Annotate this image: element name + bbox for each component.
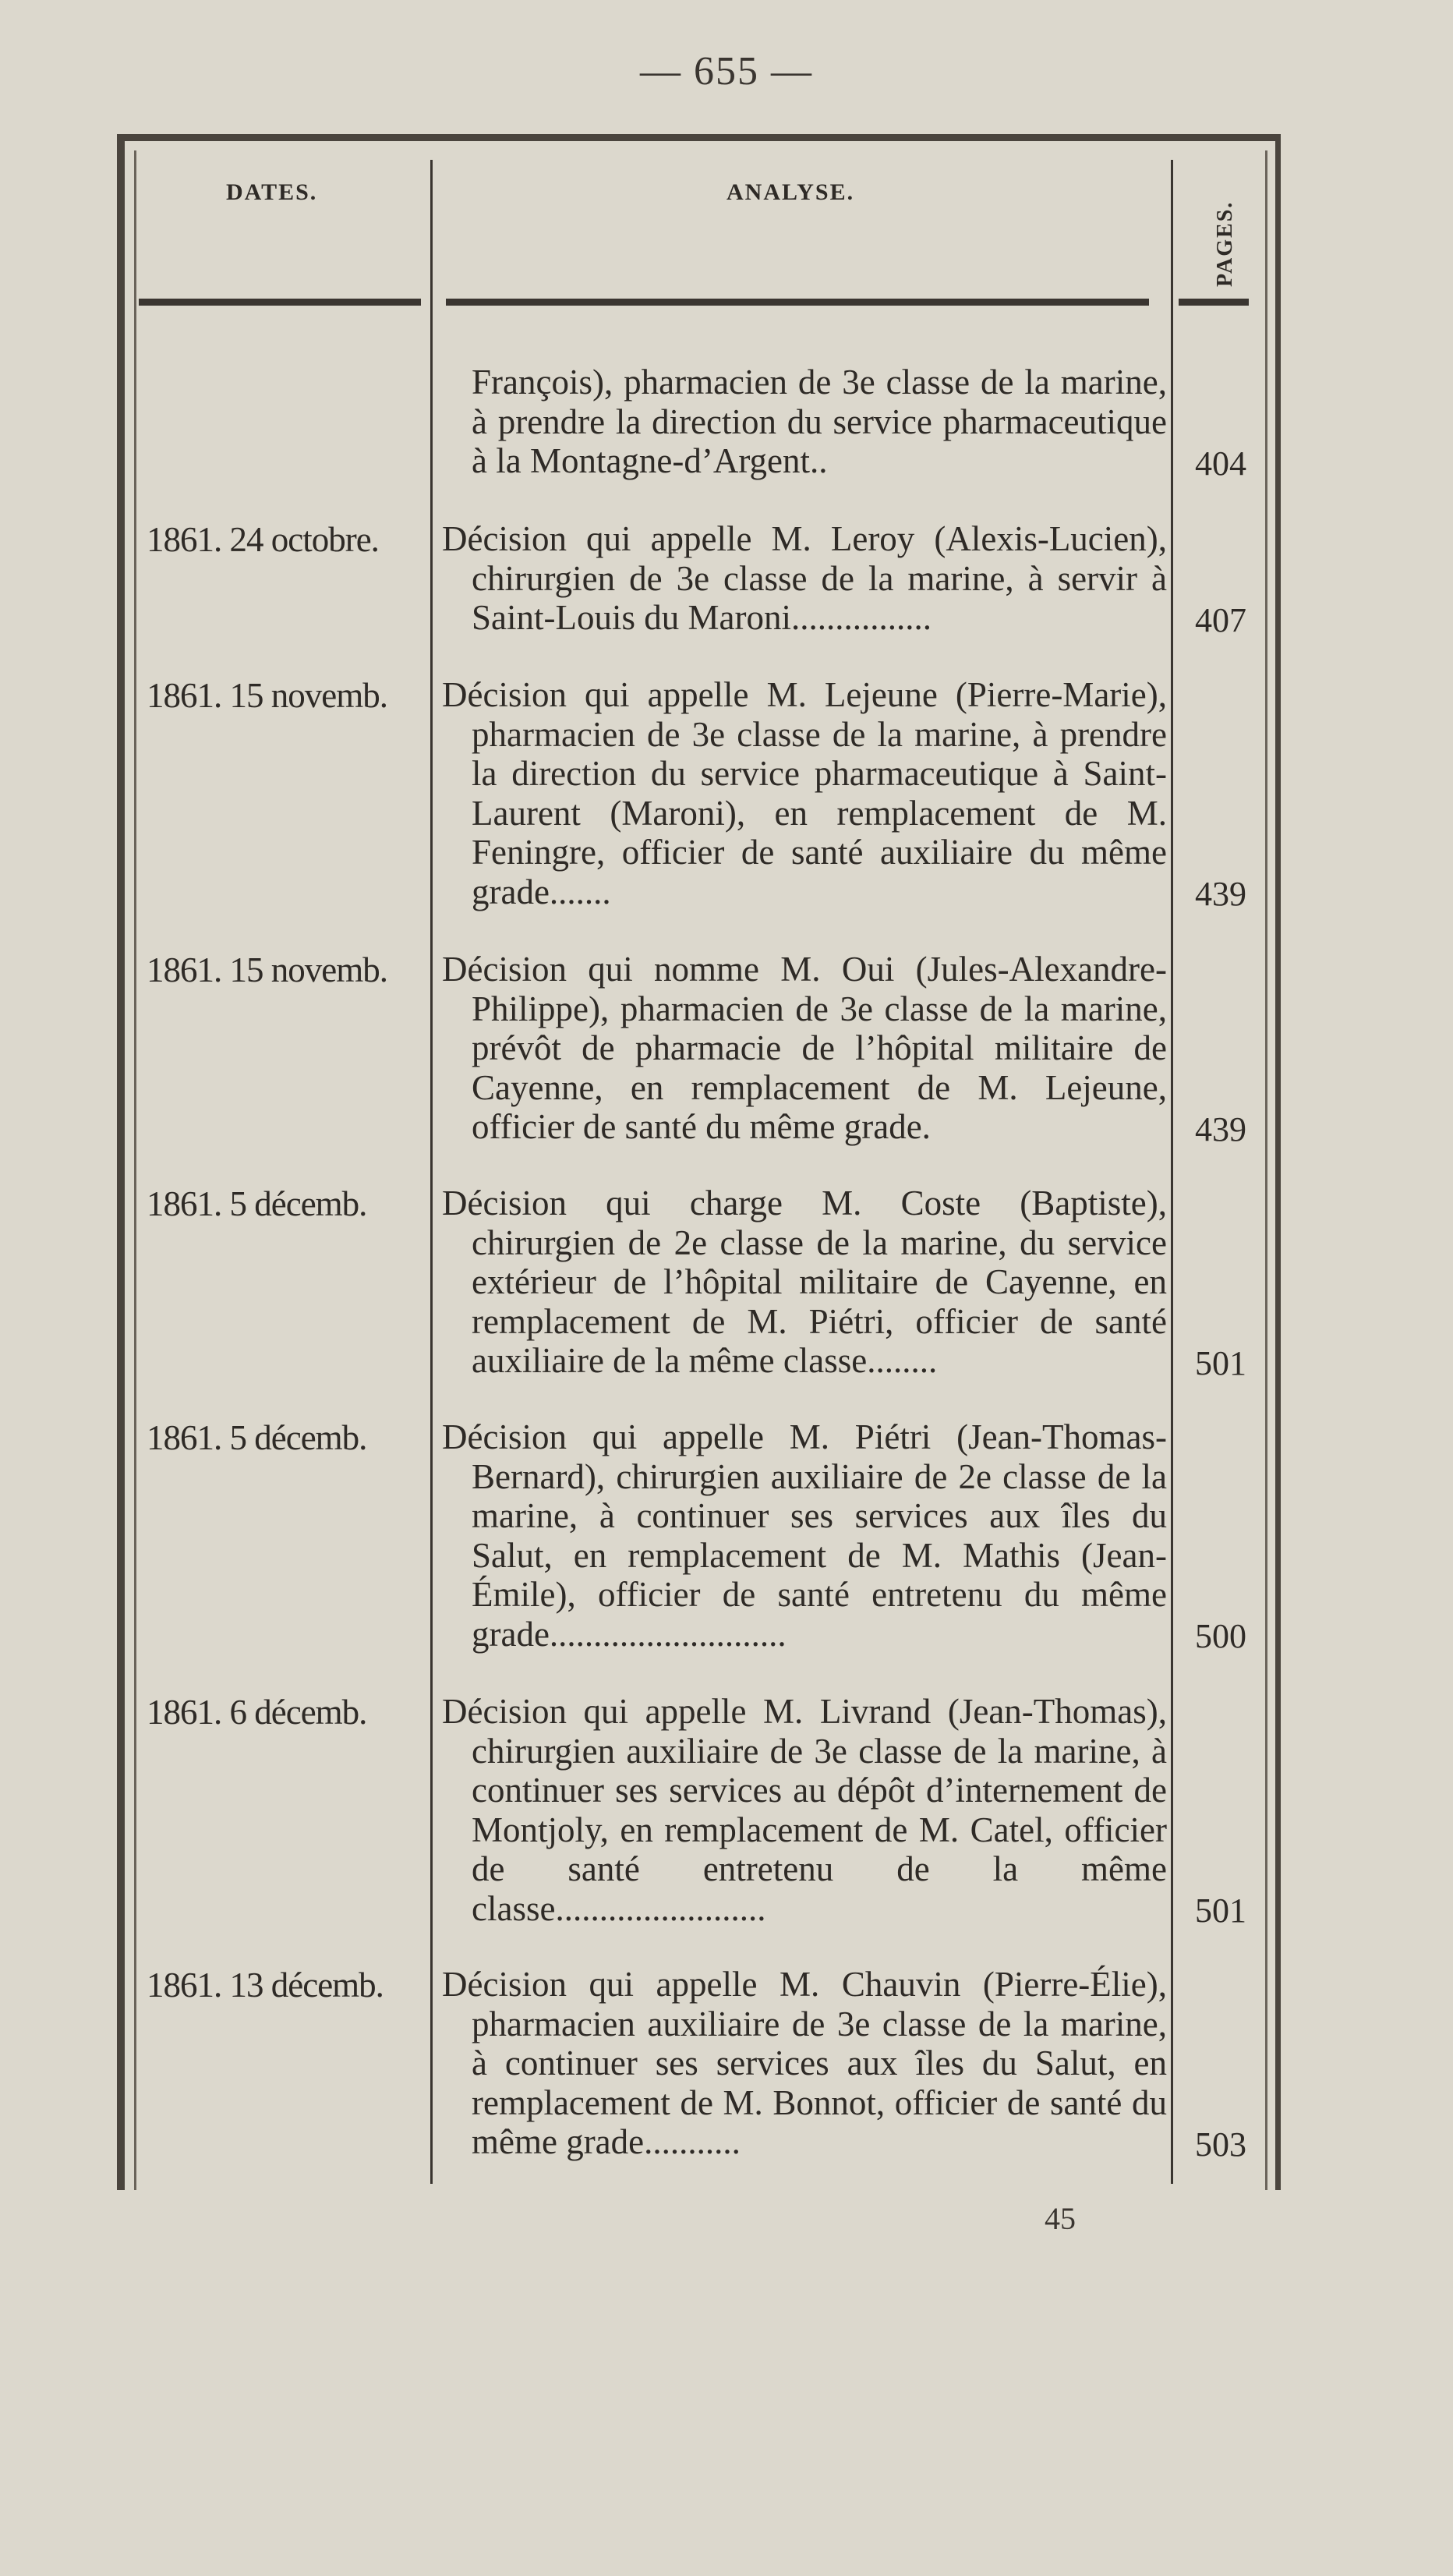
entry-analysis: Décision qui charge M. Coste (Baptiste), chirurgien de 2e classe de la marine, du service extérieur de l’hôpital militaire de Cayenne, en remplacement de M. Piétri, officier de santé auxiliaire de la même classe........ [442, 1184, 1167, 1380]
entry-analysis: Décision qui appelle M. Chauvin (Pierre-Élie), pharmacien auxiliaire de 3e classe de la marine, à continuer ses services aux îles du Salut, en remplacement de M. Bonnot, officier de santé du même grade........... [442, 1965, 1167, 2161]
entry-page: 404 [1195, 444, 1246, 483]
entry-analysis: Décision qui appelle M. Piétri (Jean-Thomas-Bernard), chirurgien auxiliaire de 2e classe de la marine, à continuer ses services aux îles du Salut, en remplacement de M. Mathis (Jean-Émile), officier de santé entretenu du même grade........................... [442, 1417, 1167, 1654]
entry-date: 1861. 5 décemb. [147, 1184, 367, 1223]
footer-signature: 45 [1045, 2201, 1076, 2236]
entry-page: 439 [1195, 875, 1246, 913]
entry-analysis: Décision qui nomme M. Oui (Jules-Alexandre-Philippe), pharmacien de 3e classe de la marine, prévôt de pharmacie de l’hôpital militaire de Cayenne, en remplacement de M. Lejeune, officier de santé du même grade. [442, 950, 1167, 1146]
entry-page: 500 [1195, 1617, 1246, 1655]
header-rule-dates [139, 299, 421, 306]
entry-analysis: Décision qui appelle M. Lejeune (Pierre-Marie), pharmacien de 3e classe de la marine, à prendre la direction du service pharmaceutique à Saint-Laurent (Maroni), en remplacement de M. Feningre, officier de santé auxiliaire du même grade....... [442, 675, 1167, 911]
entry-analysis: Décision qui appelle M. Livrand (Jean-Thomas), chirurgien auxiliaire de 3e classe de la marine, à continuer ses services au dépôt d’internement de Montjoly, en remplacement de M. Catel, officier de santé entretenu de la même classe........................ [442, 1692, 1167, 1928]
entry-date: 1861. 15 novemb. [147, 950, 387, 989]
header-analysis: ANALYSE. [726, 179, 855, 205]
entry-date: 1861. 5 décemb. [147, 1418, 367, 1457]
entry-page: 439 [1195, 1110, 1246, 1148]
entry-date: 1861. 13 décemb. [147, 1966, 384, 2005]
header-rule-analysis [446, 299, 1149, 306]
header-pages: PAGES. [1213, 200, 1237, 288]
entry-analysis: François), pharmacien de 3e classe de la marine, à prendre la direction du service pharmaceutique à la Montagne-d’Argent.. [472, 363, 1167, 480]
entry-analysis: Décision qui appelle M. Leroy (Alexis-Lucien), chirurgien de 3e classe de la marine, à servir à Saint-Louis du Maroni................ [442, 519, 1167, 637]
analysis-column-rule [1171, 160, 1173, 2184]
header-rule-pages [1179, 299, 1249, 306]
dates-column-rule [430, 160, 433, 2184]
header-dates: DATES. [226, 179, 318, 205]
entry-page: 501 [1195, 1891, 1246, 1930]
entry-date: 1861. 24 octobre. [147, 520, 379, 559]
entry-page: 501 [1195, 1344, 1246, 1382]
entry-page: 407 [1195, 601, 1246, 639]
page-number: — 655 — [640, 49, 813, 94]
entry-date: 1861. 6 décemb. [147, 1693, 367, 1732]
entry-page: 503 [1195, 2125, 1246, 2164]
entry-date: 1861. 15 novemb. [147, 676, 387, 715]
